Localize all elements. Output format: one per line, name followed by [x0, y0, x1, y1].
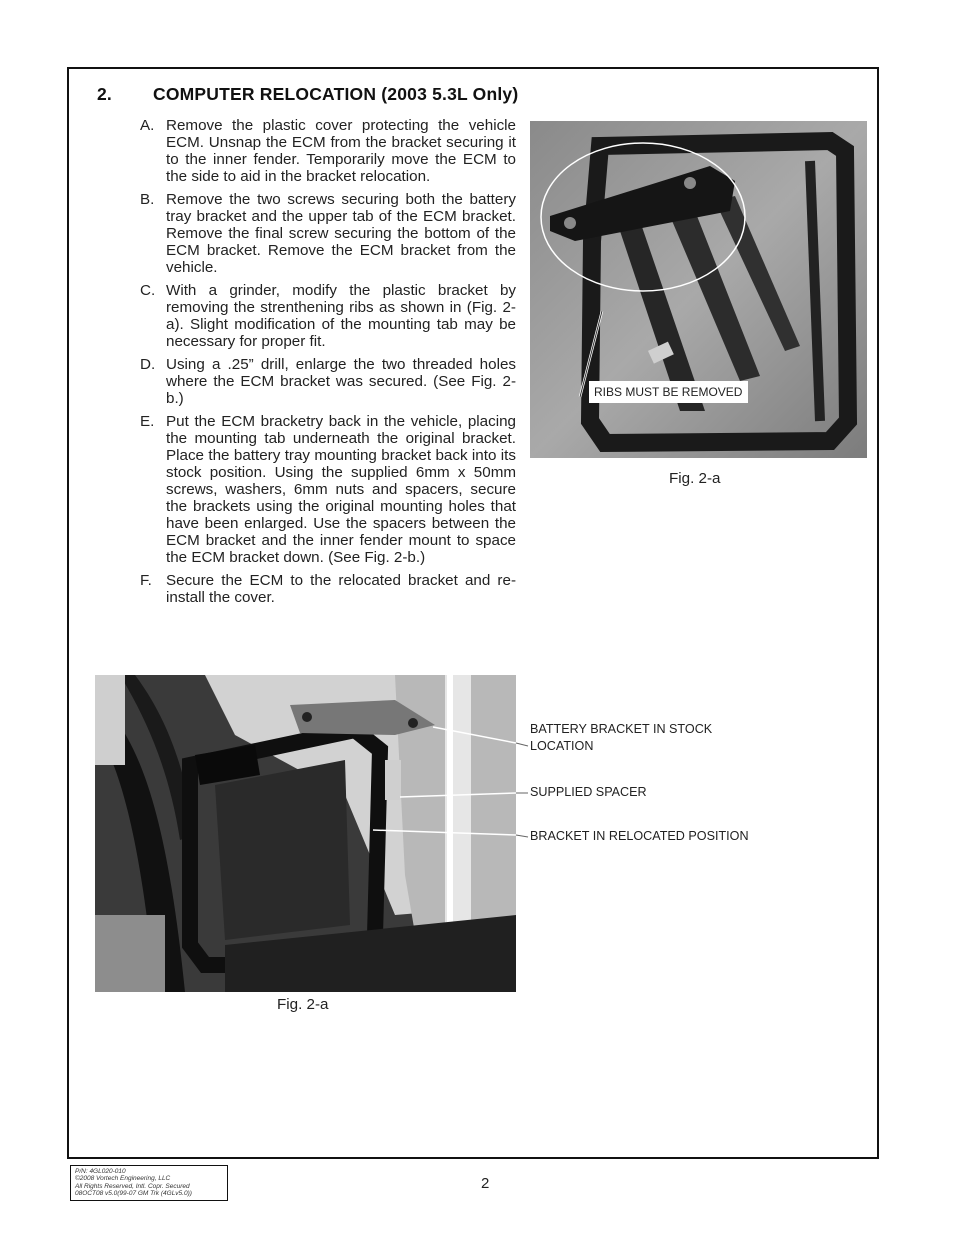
- ecm-bracket-photo: [530, 121, 867, 458]
- page-number: 2: [481, 1175, 490, 1192]
- step-letter: C.: [140, 282, 156, 299]
- callout-battery-bracket-line2: LOCATION: [530, 739, 594, 753]
- step-text: Put the ECM bracketry back in the vehicle, placing the mounting tab underneath the original bracket. Place the battery tray mounting bracket back into its stock position. Using the supplied 6mm x 50mm screws, washers, 6mm nuts and spacers, secure the brackets using the original mounting holes that have been enlarged. Use the spacers between the ECM bracket and the inner fender mount to space the ECM bracket down. (See Fig. 2-b.): [166, 413, 516, 566]
- footer-rights: All Rights Reserved, Intl. Copr. Secured: [75, 1182, 190, 1190]
- callout-relocated-bracket: BRACKET IN RELOCATED POSITION: [530, 829, 749, 843]
- step-letter: A.: [140, 117, 155, 134]
- step-item: [138, 191, 516, 276]
- section-number: 2.: [97, 84, 112, 104]
- step-text: Secure the ECM to the relocated bracket and re-install the cover.: [166, 572, 516, 606]
- step-item: [138, 117, 516, 185]
- step-letter: B.: [140, 191, 155, 208]
- step-text: Using a .25” drill, enlarge the two threaded holes where the ECM bracket was secured. (See Fig. 2-b.): [166, 356, 516, 407]
- footer-version: 08OCT08 v5.0(99-07 GM Trk (4GLv5.0)): [75, 1190, 192, 1198]
- figure-bottom-caption: Fig. 2-a: [277, 996, 329, 1013]
- step-letter: D.: [140, 356, 156, 373]
- step-text: Remove the two screws securing both the battery tray bracket and the upper tab of the ECM bracket. Remove the final screw securing the bottom of the ECM bracket. Remove the ECM bracket from the vehicle.: [166, 191, 516, 276]
- footer-part-number: P/N: 4GL020-010: [75, 1168, 126, 1175]
- callout-supplied-spacer: SUPPLIED SPACER: [530, 785, 647, 799]
- callout-battery-bracket: [530, 721, 712, 755]
- figure-top-caption: Fig. 2-a: [669, 470, 721, 487]
- footer-part-info: [70, 1165, 228, 1201]
- ribs-callout-label: RIBS MUST BE REMOVED: [589, 381, 748, 403]
- step-text: With a grinder, modify the plastic bracket by removing the strenthening ribs as shown in (Fig. 2-a). Slight modification of the mounting tab may be necessary for proper fit.: [166, 282, 516, 350]
- section-heading: [97, 84, 518, 105]
- step-letter: E.: [140, 413, 155, 430]
- instruction-steps: [138, 117, 516, 612]
- footer-copyright: ©2008 Vortech Engineering, LLC: [75, 1175, 171, 1183]
- step-item: [138, 572, 516, 606]
- step-text: Remove the plastic cover protecting the vehicle ECM. Unsnap the ECM from the bracket securing it to the inner fender. Temporarily move the ECM to the side to aid in the bracket relocation.: [166, 117, 516, 185]
- section-title: COMPUTER RELOCATION (2003 5.3L Only): [153, 84, 519, 104]
- step-item: [138, 413, 516, 566]
- engine-bay-photo: [95, 675, 516, 992]
- step-item: [138, 282, 516, 350]
- callout-battery-bracket-line1: BATTERY BRACKET IN STOCK: [530, 722, 713, 736]
- step-letter: F.: [140, 572, 152, 589]
- step-item: [138, 356, 516, 407]
